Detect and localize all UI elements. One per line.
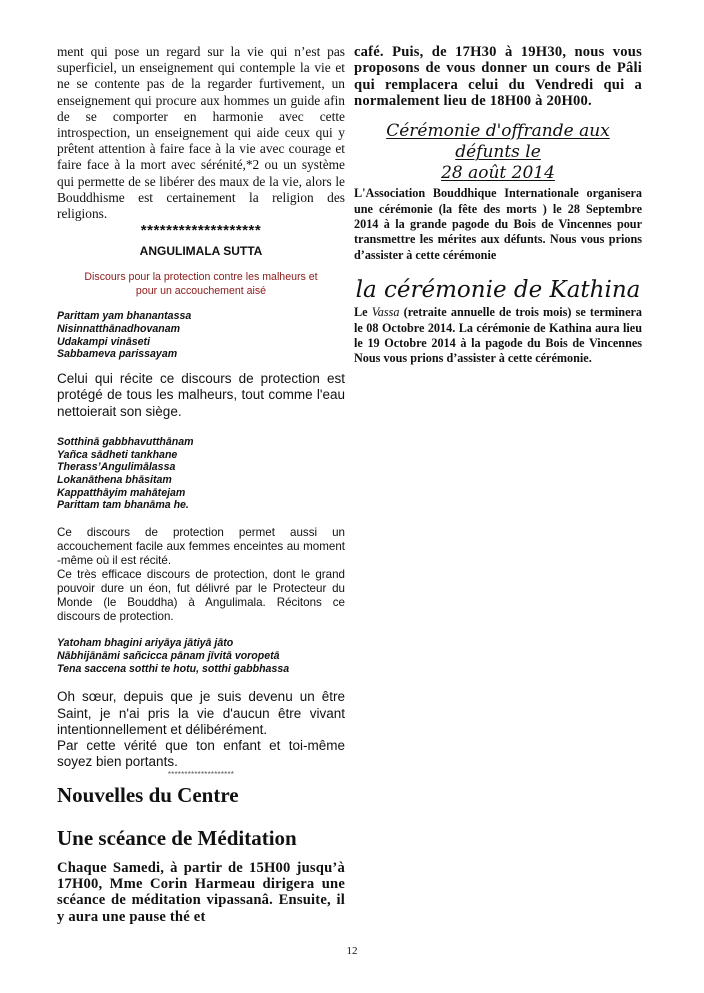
verse-line: Parittam yam bhanantassa [57, 310, 192, 323]
verse-line: Sotthinā gabbhavutthānam [57, 435, 194, 448]
separator-small: ******************** [167, 769, 235, 779]
kathina-title: la cérémonie de Kathina [355, 277, 641, 304]
verse-line: Parittam tam bhanāma he. [57, 499, 189, 512]
offering-text: L'Association Bouddhique Internationale organisera une cérémonie (la fête des morts ) le 28 Septembre 2014 à la grande pagode du Bois de Vincennes pour transmettre les mérites aux défunts. Nous vous prions d’assister à cette cérémonie [354, 186, 642, 262]
verse-line: Therass’Angulimālassa [57, 461, 176, 474]
left-column [57, 44, 345, 925]
vassa-term: Vassa [371, 305, 400, 320]
paragraph-protection: Celui qui récite ce discours de protection est protégé de tous les malheurs, tout comme l'eau nettoierait son siège. [57, 371, 345, 419]
offering-title-line2: 28 août 2014 [441, 163, 555, 184]
offering-title-line1: Cérémonie d'offrande aux défunts le [386, 121, 610, 163]
paragraph-sister: Oh sœur, depuis que je suis devenu un être Saint, je n'ai pris la vie d'aucun être vivant intentionnellement et délibérément. [57, 689, 345, 737]
meditation-heading: Une scéance de Méditation [57, 825, 297, 850]
sutta-subtitle-line1: Discours pour la protection contre les malheurs et [84, 271, 318, 284]
sutta-subtitle [57, 270, 345, 298]
verse-line: Lokanāthena bhāsitam [57, 474, 172, 487]
verse-2 [57, 436, 345, 512]
offering-title [354, 121, 642, 184]
verse-line: Kappatthāyim mahātejam [57, 486, 186, 499]
verse-line: Udakampi vināseti [57, 335, 151, 348]
verse-3 [57, 637, 345, 675]
meditation-text: Chaque Samedi, à partir de 15H00 jusqu’à 17H00, Mme Corin Harmeau dirigera une scéance de méditation vipassanâ. Ensuite, il y aura une pause thé et [57, 859, 345, 925]
verse-line: Yañca sādheti tankhane [57, 448, 178, 461]
page-number: 12 [346, 945, 358, 957]
verse-line: Sabbameva parissayam [57, 348, 178, 361]
kathina-text-prefix: Le [354, 305, 372, 320]
verse-line: Nisinnatthānadhovanam [57, 322, 181, 335]
verse-line: Yatoham bhagini ariyāya jātiyā jāto [57, 637, 234, 650]
pali-course-text: café. Puis, de 17H30 à 19H30, nous vous proposons de vous donner un cours de Pâli qui remplacera celui du Vendredi qui a normalement lieu de 18H00 à 20H00. [354, 44, 642, 109]
verse-line: Tena saccena sotthi te hotu, sotthi gabbhassa [57, 662, 290, 675]
separator-bold: ******************* [140, 222, 262, 240]
sutta-title: ANGULIMALA SUTTA [139, 244, 263, 259]
paragraph-childbirth: Ce discours de protection permet aussi un accouchement facile aux femmes enceintes au moment -même où il est récité. [57, 526, 345, 568]
news-heading: Nouvelles du Centre [57, 782, 239, 807]
right-column [354, 44, 642, 367]
kathina-text-rest: (retraite annuelle de trois mois) se terminera le 08 Octobre 2014. La cérémonie de Kathina aura lieu le 19 Octobre 2014 à la pagode du Bois de Vincennes Nous vous prions d’assister à cette cérémonie. [354, 305, 642, 366]
paragraph-efficace: Ce très efficace discours de protection, dont le grand pouvoir dure un éon, fut délivré par le Protecteur du Monde (le Bouddha) à Angulimala. Récitons ce discours de protection. [57, 568, 345, 624]
paragraph-truth: Par cette vérité que ton enfant et toi-même soyez bien portants. [57, 738, 345, 770]
kathina-text [354, 305, 642, 367]
verse-1 [57, 310, 345, 361]
intro-paragraph: ment qui pose un regard sur la vie qui n’est pas superficiel, un enseignement qui contemple la vie et ne se contente pas de la regarder furtivement, un enseignement qui procure aux hommes un guide afin de se comporter en harmonie avec cette introspection, un enseignement qui aide ceux qui y prêtent attention à faire face à la vie avec courage et faire face à la mort avec sérénité,*2 ou un système qui permette de se libérer des maux de la vie, alors le Bouddhisme est certainement la religion des religions. [57, 44, 345, 222]
sutta-subtitle-line2: pour un accouchement aisé [135, 285, 267, 298]
verse-line: Nābhijānāmi sañcicca pānam jīvitā voropetā [57, 649, 280, 662]
